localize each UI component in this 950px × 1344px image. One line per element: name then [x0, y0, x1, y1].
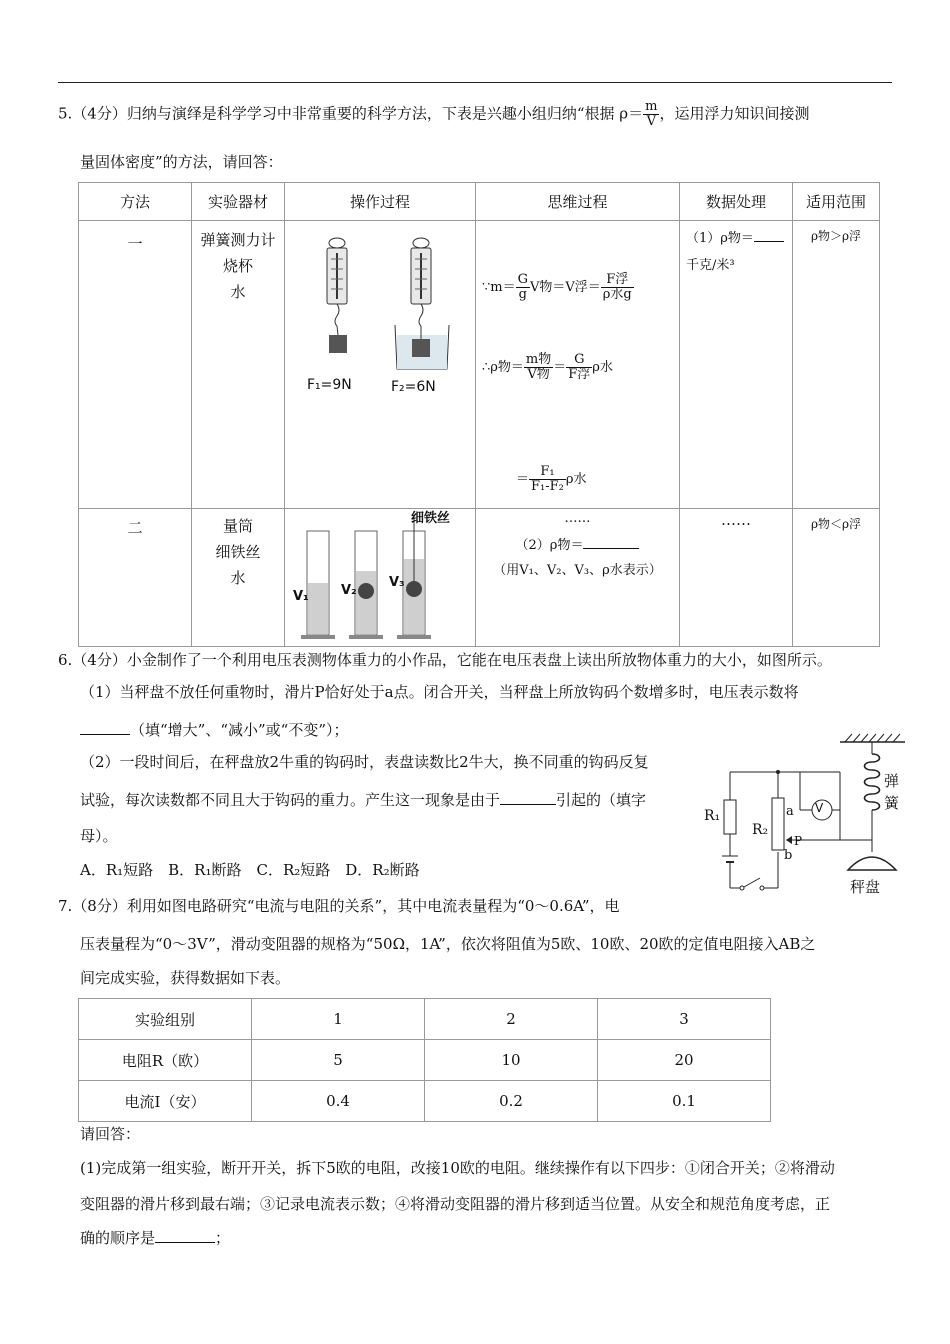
frac-num: m物: [525, 352, 552, 367]
fig-r2-label: R₂: [752, 822, 769, 838]
spring-scale-illustration: [285, 225, 475, 375]
equipment-item: 水: [230, 569, 246, 587]
think-3a: ＝: [516, 472, 530, 487]
q5-row-2: [79, 509, 880, 647]
table-cell: 5: [252, 1040, 425, 1081]
think-1a: ∵m＝: [482, 280, 516, 295]
v3-label: V₃: [389, 575, 405, 590]
think-2a: ∴ρ物＝: [482, 360, 524, 375]
answer-blank-5[interactable]: [155, 1242, 215, 1243]
q6-stem: 6.（4分）小金制作了一个利用电压表测物体重力的小作品，它能在电压表盘上读出所放物体重力的大小，如图所示。: [58, 651, 832, 669]
m-over-v: [524, 353, 553, 382]
q6-options: A．R₁短路 B．R₁断路 C．R₂短路 D．R₂断路: [80, 861, 420, 879]
q7-table-row: [79, 1040, 771, 1081]
spring-char: 弹: [884, 772, 900, 790]
fig-pan-label: 秤盘: [850, 878, 881, 896]
data-line-2: 千克/米³: [686, 258, 735, 273]
equipment-item: 烧杯: [222, 257, 253, 275]
frac-den: ρ水g: [602, 287, 632, 302]
g-over-f: [566, 353, 592, 382]
fig-v-label: V: [815, 801, 824, 815]
table-cell: 0.1: [598, 1081, 771, 1122]
q6-part2-a: （2）一段时间后，在秤盘放2牛重的钩码时，表盘读数比2牛大，换不同重的钩码反复: [80, 753, 649, 771]
q6-part2-b: [80, 790, 646, 810]
row1-method: 一: [79, 221, 192, 509]
table-cell: 0.4: [252, 1081, 425, 1122]
q7-data-table: [78, 998, 771, 1122]
table-cell: 0.2: [425, 1081, 598, 1122]
think-3b: ρ水: [565, 472, 587, 487]
row2-thinking: [476, 509, 680, 647]
graduated-cylinder-illustration: [285, 513, 475, 643]
q5-stem-b: ，运用浮力知识间接测: [659, 104, 810, 123]
think-formula-line: [476, 534, 679, 553]
wire-label: 细铁丝: [411, 511, 451, 526]
table-cell: 电流I（安）: [79, 1081, 252, 1122]
think-dots: ……: [564, 511, 591, 526]
fig-a-label: a: [786, 804, 794, 819]
fig-r1-label: R₁: [704, 808, 721, 824]
table-cell: 20: [598, 1040, 771, 1081]
v2-label: V₂: [341, 583, 357, 598]
q6-part1-b-text: （填“增大”、“减小”或“不变”）；: [130, 721, 349, 739]
q5-stem-line2: 量固体密度”的方法，请回答：: [80, 153, 283, 171]
row1-data: [680, 221, 793, 509]
f1-label: F₁=9N: [307, 377, 352, 393]
q6-part2-b-b: 引起的（填字: [556, 791, 647, 809]
frac-den: F浮: [568, 367, 591, 382]
th-data: 数据处理: [680, 183, 793, 221]
q7-stem-line2: 压表量程为“0～3V”，滑动变阻器的规格为“50Ω，1A”，依次将阻值为5欧、10欧、20欧的定值电阻接入AB之: [80, 935, 816, 953]
frac-num: G: [517, 272, 528, 287]
think-2-eq: ＝: [553, 360, 567, 375]
row1-equipment: [192, 221, 285, 509]
q7-table-row: [79, 999, 771, 1040]
g-over-g: [516, 273, 530, 302]
think-1b: V物＝V浮＝: [530, 280, 601, 295]
th-scope: 适用范围: [793, 183, 880, 221]
cylinder-1: [301, 531, 335, 639]
f1-over-diff: [529, 465, 566, 494]
q5-row-1: [79, 221, 880, 509]
q7-stem-line1: 7.（8分）利用如图电路研究“电流与电阻的关系”，其中电流表量程为“0～0.6A”，电: [58, 897, 620, 915]
think-line-1: [482, 273, 634, 302]
think-line-2: [482, 353, 613, 382]
f-over-rho-g: [601, 273, 634, 302]
fig-p-label: P: [794, 834, 803, 848]
frac-den: g: [518, 287, 527, 302]
q6-part1-b: [80, 720, 349, 740]
q7-part1-c-b: ；: [215, 1229, 231, 1247]
spring-char: 簧: [884, 794, 900, 812]
table-cell: 电阻R（欧）: [79, 1040, 252, 1081]
row2-equipment: [192, 509, 285, 647]
th-method: 方法: [79, 183, 192, 221]
q7-part1-a: (1)完成第一组实验，断开开关，拆下5欧的电阻，改接10欧的电阻。继续操作有以下四步：①闭合开关；②将滑动: [80, 1159, 835, 1177]
q5-table-header: [79, 183, 880, 221]
answer-blank-1[interactable]: [754, 241, 784, 242]
th-equipment: 实验器材: [192, 183, 285, 221]
frac-den: V物: [527, 367, 550, 382]
frac-num: F₁: [529, 465, 566, 480]
table-cell: 3: [598, 999, 771, 1040]
fig-spring-label: [884, 770, 899, 814]
row1-operation: [285, 221, 476, 509]
v1-label: V₁: [293, 589, 309, 604]
q7-part1-b: 变阻器的滑片移到最右端；③记录电流表示数；④将滑动变阻器的滑片移到适当位置。从安全和规范角度考虑，正: [80, 1195, 831, 1213]
rho-fraction: [643, 100, 659, 129]
frac-num: F浮: [601, 273, 634, 288]
think-note: （用V₁、V₂、V₃、ρ水表示）: [493, 563, 662, 578]
q7-part1-c-a: 确的顺序是: [80, 1229, 156, 1247]
data-1a: （1）ρ物＝: [686, 231, 754, 246]
q5-method-table: [78, 182, 880, 647]
q7-part1-c: [80, 1228, 230, 1248]
q7-table-row: [79, 1081, 771, 1122]
table-cell: 10: [425, 1040, 598, 1081]
th-thinking: 思维过程: [476, 183, 680, 221]
think-line-3: [516, 465, 587, 494]
answer-blank-4[interactable]: [500, 804, 556, 805]
table-cell: 2: [425, 999, 598, 1040]
equipment-item: 量筒: [222, 517, 253, 535]
q5-stem-a: 5.（4分）归纳与演绎是科学学习中非常重要的科学方法，下表是兴趣小组归纳“根据 ρ＝: [58, 104, 644, 123]
equipment-item: 弹簧测力计: [200, 231, 276, 249]
answer-blank-3[interactable]: [80, 734, 130, 735]
row2-operation: [285, 509, 476, 647]
f2-label: F₂=6N: [391, 379, 436, 395]
row2-scope: ρ物＜ρ浮: [793, 509, 880, 647]
th-operation: 操作过程: [285, 183, 476, 221]
think-2b: ρ水: [592, 360, 613, 375]
q6-part2-b-a: 试验，每次读数都不同且大于钩码的重力。产生这一现象是由于: [80, 791, 501, 809]
q6-part1-a: （1）当秤盘不放任何重物时，滑片P恰好处于a点。闭合开关，当秤盘上所放钩码个数增多时，电压表示数将: [80, 683, 799, 701]
row1-thinking: [476, 221, 680, 509]
answer-blank-2[interactable]: [583, 548, 639, 549]
row1-scope: ρ物＞ρ浮: [793, 221, 880, 509]
equipment-item: 水: [230, 283, 246, 301]
fig-b-label: b: [784, 848, 793, 863]
frac-den: F₁-F₂: [531, 479, 564, 494]
frac-num: G: [566, 353, 592, 368]
q6-part2-c: 母）。: [80, 827, 118, 845]
table-cell: 1: [252, 999, 425, 1040]
spring-scale-2: [395, 238, 449, 369]
q7-stem-line3: 间完成实验，获得数据如下表。: [80, 969, 291, 987]
q7-ask: 请回答：: [80, 1125, 141, 1143]
row2-method: 二: [79, 509, 192, 647]
rho-den: V: [646, 114, 656, 129]
table-cell: 实验组别: [79, 999, 252, 1040]
spring-scale-1: [327, 238, 347, 353]
data-line-1: [686, 227, 792, 246]
think-formula: （2）ρ物＝: [515, 538, 584, 553]
row2-data: ……: [680, 509, 793, 647]
q5-stem-line1: [58, 100, 809, 129]
rho-num: m: [645, 99, 658, 114]
equipment-item: 细铁丝: [215, 543, 261, 561]
top-rule: [58, 82, 892, 83]
